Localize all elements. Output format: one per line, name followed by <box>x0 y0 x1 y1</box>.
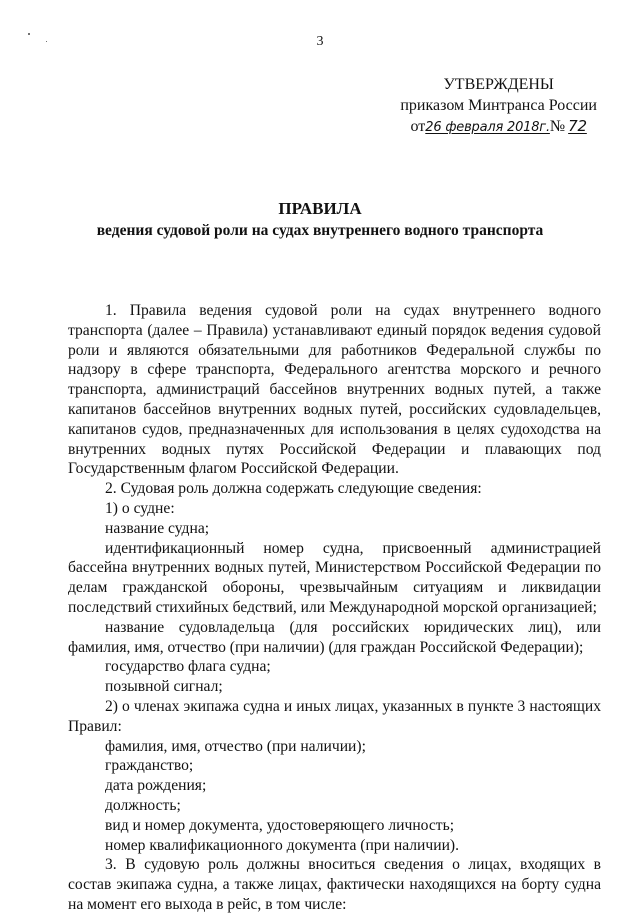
page-number: 3 <box>316 34 324 49</box>
list-item: гражданство; <box>105 757 194 775</box>
number-prefix: № <box>549 118 566 135</box>
list-item: дата рождения; <box>105 777 207 795</box>
document-title <box>0 198 640 241</box>
handwritten-date: 26 февраля 2018г. <box>425 120 550 135</box>
list-item: название судна; <box>105 519 210 537</box>
subitem-vessel: 1) о судне: <box>105 499 175 517</box>
approval-date-number-line <box>400 116 597 138</box>
list-item: название судовладельца (для российских юридических лиц), или фамилия, имя, отчество (при наличии) (для граждан Российской Федерации); <box>68 618 601 656</box>
list-item: позывной сигнал; <box>105 678 223 696</box>
document-body <box>68 301 601 915</box>
approval-stamp-block <box>400 74 597 138</box>
list-item: вид и номер документа, удостоверяющего личность; <box>105 816 455 834</box>
list-item: идентификационный номер судна, присвоенный администрацией бассейна внутренних водных путей, Министерством Российской Федерации по делам гражданской обороны, чрезвычайным ситуациям и ликвидации последствий стихийных бедствий, или Международной морской организацией; <box>68 539 601 616</box>
subitem-crew: 2) о членах экипажа судна и иных лицах, указанных в пункте 3 настоящих Правил: <box>68 697 601 735</box>
paragraph-1: 1. Правила ведения судовой роли на судах внутреннего водного транспорта (далее – Правила) устанавливают единый порядок ведения судовой роли и являются обязательными для работников Федеральной службы по надзору в сфере транспорта, Федерального агентства морского и речного транспорта, администраций бассейнов внутренних водных путей, а также капитанов бассейнов внутренних водных путей, российских судовладельцев, капитанов судов, предназначенных для использования в целях судоходства на внутренних водных путях Российской Федерации и плавающих под Государственным флагом Российской Федерации. <box>68 302 601 478</box>
list-item: государство флага судна; <box>105 658 271 676</box>
handwritten-order-number: 72 <box>568 117 587 135</box>
paragraph-3: 3. В судовую роль должны вноситься сведения о лицах, входящих в состав экипажа судна, а также лицах, фактически находящихся на борту судна на момент его выхода в рейс, в том числе: <box>68 856 601 913</box>
list-item: номер квалификационного документа (при наличии). <box>105 836 460 854</box>
date-prefix: от <box>410 118 426 135</box>
title-main: ПРАВИЛА <box>278 199 362 218</box>
list-item: фамилия, имя, отчество (при наличии); <box>105 737 366 755</box>
list-item: должность; <box>105 796 181 814</box>
approval-order-line: приказом Минтранса России <box>400 97 597 114</box>
title-subtitle: ведения судовой роли на судах внутреннего водного транспорта <box>96 222 544 239</box>
approval-heading: УТВЕРЖДЕНЫ <box>443 76 554 93</box>
paragraph-2: 2. Судовая роль должна содержать следующие сведения: <box>105 480 482 498</box>
